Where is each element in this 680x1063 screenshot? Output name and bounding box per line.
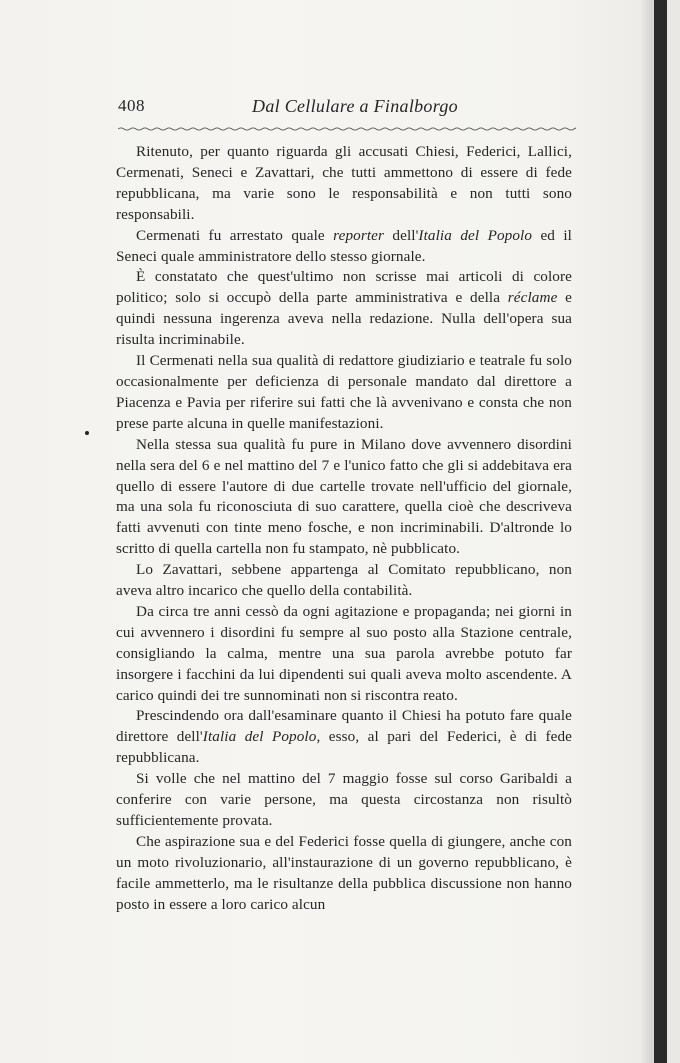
- page-number: 408: [118, 96, 145, 115]
- paragraph: [116, 769, 572, 832]
- italic-run: Italia del Popolo: [418, 226, 533, 244]
- paragraph: [116, 351, 572, 435]
- paragraph: [116, 560, 572, 602]
- paragraph: [116, 142, 572, 226]
- text-run: Si volle che nel mattino del 7 maggio fosse sul corso Garibaldi a conferire con varie persone, ma questa circostanza non risultò sufficientemente provata.: [116, 770, 572, 829]
- text-run: , esso, al pari del Federici, è di fede repubblicana.: [116, 728, 572, 767]
- paragraph: [116, 832, 572, 916]
- header-wavy-rule: [118, 123, 576, 135]
- paragraph: [116, 267, 572, 351]
- text-run: Cermenati fu arrestato quale: [136, 226, 334, 244]
- paragraph: [116, 706, 572, 769]
- text-run: Da circa tre anni cessò da ogni agitazione e propaganda; nei giorni in cui avvennero i disordini fu sempre al suo posto alla Stazione centrale, consigliando la calma, mentre una sua parola avrebbe potuto far insorgere i facchini da lui dipendenti sui quali aveva molto ascendente. A carico quindi dei tre sunnominati non si riscontra reato.: [116, 602, 572, 704]
- text-run: Ritenuto, per quanto riguarda gli accusati Chiesi, Federici, Lallici, Cermenati, Seneci e Zavattari, che tutti ammettono di essere di fede repubblicana, ma varie sono le responsabilità e non tutti sono responsabili.: [116, 143, 572, 223]
- page-header: [118, 96, 572, 122]
- text-run: ed il Seneci quale amministratore dello stesso giornale.: [116, 226, 573, 265]
- italic-run: reporter: [333, 226, 385, 244]
- italic-run: réclame: [507, 289, 558, 307]
- spine-shadow: [640, 0, 654, 1063]
- text-run: Il Cermenati nella sua qualità di redattore giudiziario e teatrale fu solo occasionalmente per deficienza di personale mandato dal direttore a Piacenza e Pavia per riferire sui fatti che là avvenivano e consta che non prese parte alcuna in quelle manifestazioni.: [116, 352, 572, 432]
- text-run: e quindi nessuna ingerenza aveva nella redazione. Nulla dell'opera sua risulta incriminabile.: [116, 289, 572, 349]
- paragraph: [116, 435, 572, 560]
- text-run: Che aspirazione sua e del Federici fosse quella di giungere, anche con un moto rivoluzionario, all'instaurazione di un governo repubblicano, è facile ammetterlo, ma le risultanze della pubblica discussione non hanno posto in essere a loro carico alcun: [116, 832, 572, 913]
- book-spine-edge: [654, 0, 667, 1063]
- text-run: È constatato che quest'ultimo non scrisse mai articoli di colore politico; solo si occupò della parte amministrativa e della: [116, 268, 572, 307]
- paragraph: [116, 226, 572, 268]
- text-run: Lo Zavattari, sebbene appartenga al Comitato repubblicano, non aveva altro incarico che quello della contabilità.: [116, 561, 572, 600]
- paragraph: [116, 602, 572, 707]
- text-run: Nella stessa sua qualità fu pure in Milano dove avvennero disordini nella sera del 6 e nel mattino del 7 e l'unico fatto che gli si addebitava era quello di essere l'autore di due cartelle trovate nell'ufficio del giornale, ma una sola fu riconosciuta di suo carattere, quella cioè che descriveva fatti avvenuti con tinte meno fosche, e non incriminabili. D'altronde lo scritto di quella cartella non fu stampato, nè pubblicato.: [116, 435, 572, 558]
- body-text: [116, 142, 572, 916]
- italic-run: Italia del Popolo: [202, 728, 317, 746]
- running-title: Dal Cellulare a Finalborgo: [252, 96, 458, 116]
- adjacent-page-edge: [667, 0, 680, 1063]
- text-run: dell': [384, 226, 419, 244]
- text-run: Prescindendo ora dall'esaminare quanto il Chiesi ha potuto fare quale direttore dell': [116, 707, 572, 746]
- margin-ink-dot: [85, 431, 89, 435]
